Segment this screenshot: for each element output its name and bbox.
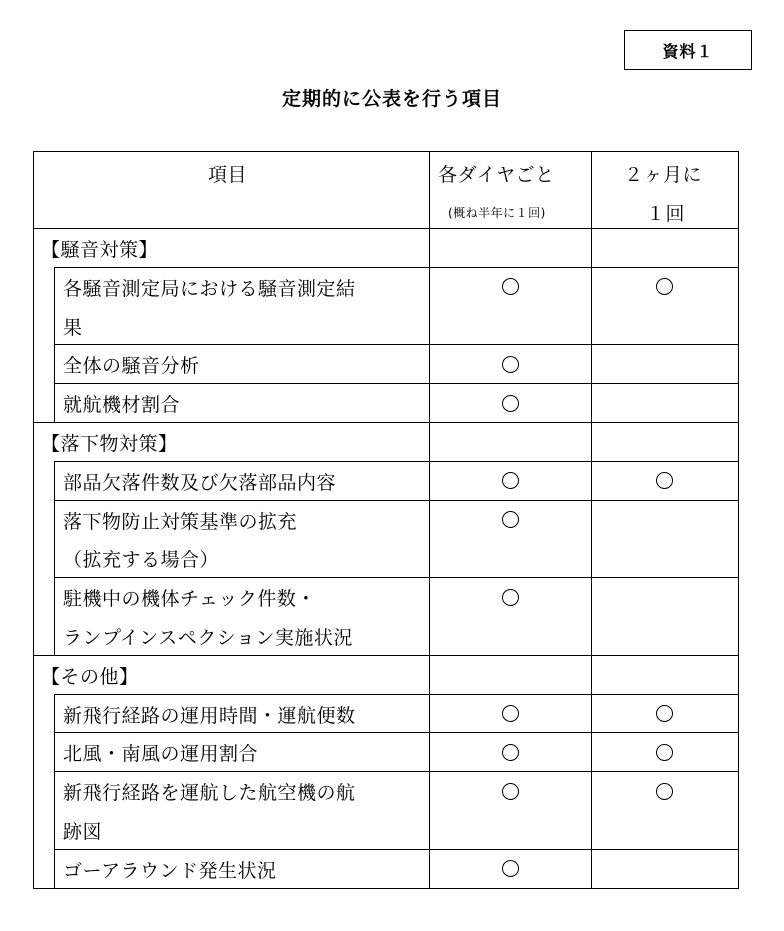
table-bottom-border bbox=[33, 888, 738, 889]
row-item-text: 落下物防止対策基準の拡充 bbox=[63, 510, 298, 533]
circle-mark-bimonthly bbox=[656, 783, 673, 800]
row-top-border bbox=[54, 849, 738, 850]
section-top-border bbox=[33, 228, 738, 229]
section-title: 【落下物対策】 bbox=[41, 433, 178, 455]
circle-mark-bimonthly bbox=[656, 472, 673, 489]
column-divider bbox=[591, 151, 592, 889]
row-item-text: 新飛行経路の運用時間・運航便数 bbox=[63, 704, 356, 727]
row-item-text: 部品欠落件数及び欠落部品内容 bbox=[63, 471, 337, 494]
circle-mark-per-diagram bbox=[502, 705, 519, 722]
row-top-border bbox=[54, 500, 738, 501]
row-top-border bbox=[54, 344, 738, 345]
row-item-text: （拡充する場合） bbox=[63, 549, 220, 572]
header-item: 項目 bbox=[208, 164, 248, 186]
row-item-text: 北風・南風の運用割合 bbox=[63, 743, 259, 766]
circle-mark-bimonthly bbox=[656, 705, 673, 722]
column-divider bbox=[429, 151, 430, 889]
table-left-border bbox=[33, 151, 34, 889]
row-item-text: ゴーアラウンド発生状況 bbox=[63, 859, 277, 882]
row-top-border bbox=[54, 267, 738, 268]
row-item-text: 駐機中の機体チェック件数・ bbox=[63, 588, 316, 611]
circle-mark-per-diagram bbox=[502, 511, 519, 528]
row-top-border bbox=[54, 694, 738, 695]
indent-divider bbox=[54, 694, 55, 888]
row-top-border bbox=[54, 577, 738, 578]
circle-mark-per-diagram bbox=[502, 472, 519, 489]
circle-mark-bimonthly bbox=[656, 744, 673, 761]
circle-mark-per-diagram bbox=[502, 744, 519, 761]
header-per-diagram-note: (概ね半年に１回) bbox=[448, 206, 546, 220]
circle-mark-bimonthly bbox=[656, 278, 673, 295]
circle-mark-per-diagram bbox=[502, 278, 519, 295]
indent-divider bbox=[54, 267, 55, 422]
row-item-text: ランプインスペクション実施状況 bbox=[63, 627, 353, 649]
circle-mark-per-diagram bbox=[502, 356, 519, 373]
document-label: 資料１ bbox=[624, 30, 752, 70]
row-item-text: 全体の騒音分析 bbox=[63, 355, 200, 378]
indent-divider bbox=[54, 461, 55, 655]
row-top-border bbox=[54, 771, 738, 772]
table-right-border bbox=[738, 151, 739, 889]
header-bimonthly-2: １回 bbox=[646, 203, 686, 225]
row-item-text: 就航機材割合 bbox=[63, 394, 181, 417]
circle-mark-per-diagram bbox=[502, 783, 519, 800]
row-top-border bbox=[54, 383, 738, 384]
row-top-border bbox=[54, 732, 738, 733]
header-bimonthly-1: ２ヶ月に bbox=[624, 164, 703, 186]
section-title: 【その他】 bbox=[41, 665, 139, 688]
row-item-text: 果 bbox=[63, 316, 83, 339]
row-item-text: 新飛行経路を運航した航空機の航 bbox=[63, 782, 356, 805]
table-top-border bbox=[33, 151, 738, 152]
circle-mark-per-diagram bbox=[502, 395, 519, 412]
circle-mark-per-diagram bbox=[502, 589, 519, 606]
header-per-diagram: 各ダイヤごと bbox=[438, 164, 555, 186]
circle-mark-per-diagram bbox=[502, 860, 519, 877]
section-top-border bbox=[33, 655, 738, 656]
section-title: 【騒音対策】 bbox=[41, 239, 159, 261]
page-title: 定期的に公表を行う項目 bbox=[281, 88, 502, 110]
row-top-border bbox=[54, 461, 738, 462]
section-top-border bbox=[33, 422, 738, 423]
row-item-text: 各騒音測定局における騒音測定結 bbox=[63, 277, 356, 300]
row-item-text: 跡図 bbox=[63, 821, 103, 843]
